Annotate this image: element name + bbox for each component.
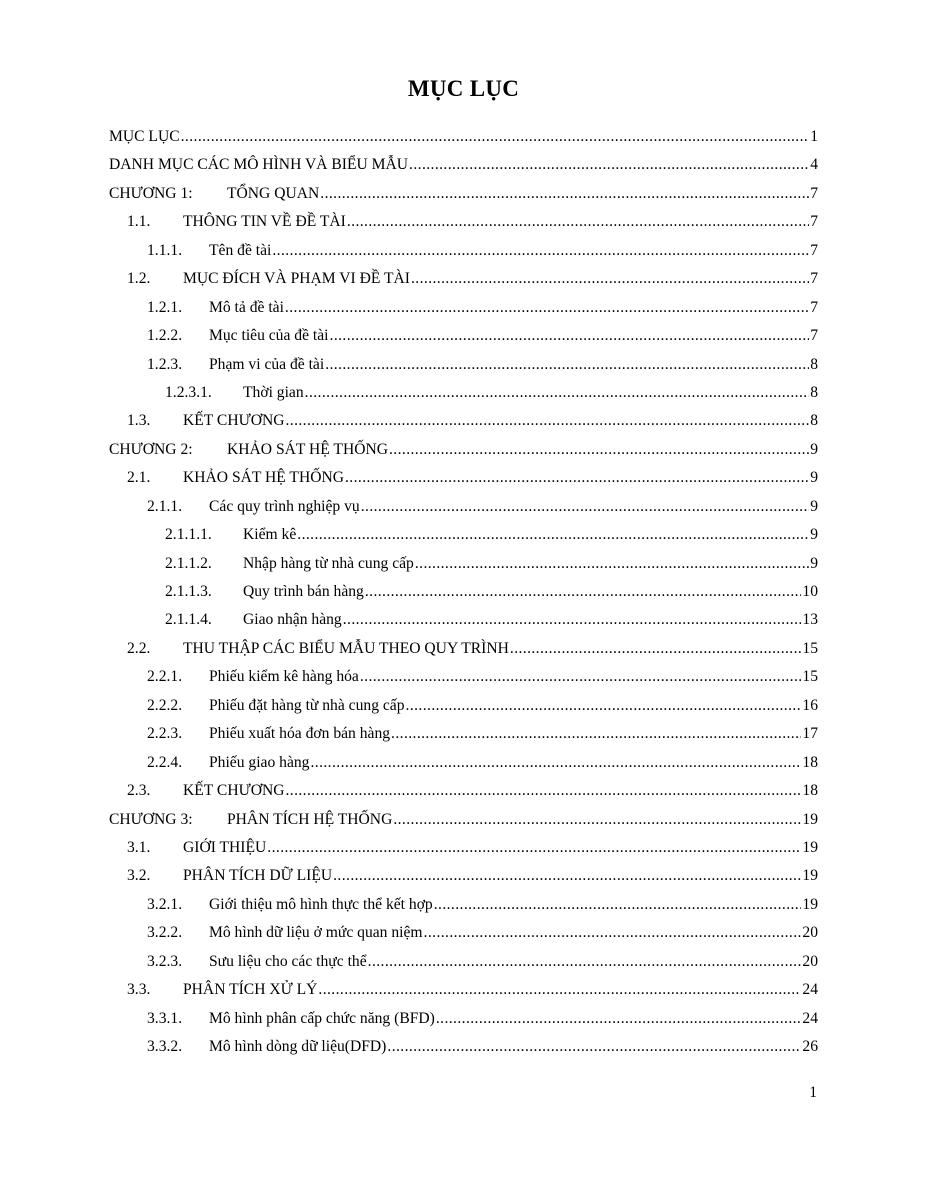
- toc-entry-page: 8: [810, 355, 818, 373]
- toc-entry[interactable]: [109, 384, 818, 412]
- toc-entry-number: 2.1.: [127, 469, 151, 487]
- toc-entry-number: 2.1.1.4.: [165, 611, 212, 629]
- toc-entry-number: 2.1.1.3.: [165, 583, 212, 600]
- toc-entry[interactable]: [109, 213, 818, 241]
- toc-entry-page: 17: [802, 725, 818, 743]
- toc-entry[interactable]: [109, 867, 818, 895]
- toc-entry-number: 3.3.1.: [147, 1009, 183, 1027]
- toc-entry-number: 2.2.2.: [147, 696, 183, 714]
- toc-entry[interactable]: [109, 469, 818, 497]
- toc-dot-leader: [347, 213, 809, 231]
- toc-dot-leader: [272, 242, 809, 260]
- toc-entry-title: MỤC LỤC: [109, 128, 180, 145]
- toc-entry[interactable]: [109, 412, 818, 440]
- toc-entry[interactable]: [109, 1010, 818, 1038]
- toc-dot-leader: [320, 185, 809, 203]
- toc-dot-leader: [389, 441, 809, 459]
- toc-dot-leader: [361, 498, 809, 516]
- toc-entry-title: Sưu liệu cho các thực thể: [209, 952, 367, 970]
- toc-entry[interactable]: [109, 441, 818, 469]
- toc-entry[interactable]: [109, 156, 818, 184]
- toc-entry-title: TỔNG QUAN: [227, 184, 320, 202]
- toc-entry-number: 2.2.3.: [147, 725, 183, 743]
- toc-entry[interactable]: [109, 299, 818, 327]
- toc-entry-title: THU THẬP CÁC BIỂU MẪU THEO QUY TRÌNH: [183, 639, 509, 657]
- toc-dot-leader: [411, 270, 809, 288]
- toc-entry-page: 1: [810, 128, 818, 145]
- toc-entry-number: 2.2.4.: [147, 753, 183, 771]
- toc-entry-page: 19: [802, 810, 818, 828]
- toc-entry-number: 1.2.3.: [147, 355, 183, 373]
- toc-dot-leader: [434, 896, 802, 914]
- toc-entry-title: Mục tiêu của đề tài: [209, 327, 329, 345]
- toc-entry-number: CHƯƠNG 2:: [109, 440, 193, 458]
- page-title: MỤC LỤC: [407, 76, 520, 101]
- toc-entry[interactable]: [109, 924, 818, 952]
- toc-entry[interactable]: [109, 981, 818, 1009]
- toc-entry[interactable]: [109, 839, 818, 867]
- toc-entry-page: 8: [810, 383, 818, 401]
- toc-entry-title: KẾT CHƯƠNG: [183, 782, 285, 800]
- toc-entry-title: KHẢO SÁT HỆ THỐNG: [227, 440, 388, 458]
- toc-entry-title: Phiếu kiểm kê hàng hóa: [209, 668, 359, 686]
- toc-dot-leader: [406, 697, 802, 715]
- toc-entry-title: KẾT CHƯƠNG: [183, 412, 285, 430]
- toc-entry-page: 20: [802, 952, 818, 970]
- toc-entry-title: Phiếu đặt hàng từ nhà cung cấp: [209, 696, 405, 714]
- toc-entry-title: PHÂN TÍCH XỬ LÝ: [183, 981, 318, 999]
- toc-entry-title: Mô hình phân cấp chức năng (BFD): [209, 1009, 435, 1027]
- toc-entry-title: MỤC ĐÍCH VÀ PHẠM VI ĐỀ TÀI: [183, 270, 410, 288]
- toc-dot-leader: [360, 668, 802, 686]
- toc-entry-title: Tên đề tài: [209, 241, 272, 259]
- toc-dot-leader: [318, 981, 801, 999]
- toc-entry-number: CHƯƠNG 1:: [109, 184, 193, 202]
- toc-entry-number: CHƯƠNG 3:: [109, 810, 193, 828]
- toc-entry-number: 3.2.: [127, 867, 151, 885]
- toc-entry[interactable]: [109, 583, 818, 611]
- toc-dot-leader: [368, 953, 802, 971]
- toc-entry-page: 19: [802, 867, 818, 885]
- toc-entry-page: 8: [810, 412, 818, 430]
- toc-entry-page: 10: [802, 583, 818, 600]
- toc-entry-title: PHÂN TÍCH HỆ THỐNG: [227, 810, 393, 828]
- toc-dot-leader: [415, 555, 809, 573]
- toc-entry-page: 7: [810, 184, 818, 202]
- toc-entry[interactable]: [109, 498, 818, 526]
- toc-dot-leader: [305, 384, 810, 402]
- toc-dot-leader: [436, 1010, 802, 1028]
- toc-entry[interactable]: [109, 811, 818, 839]
- toc-dot-leader: [510, 640, 802, 658]
- toc-dot-leader: [285, 299, 809, 317]
- toc-entry-title: Phạm vi của đề tài: [209, 355, 325, 373]
- toc-entry-title: Phiếu xuất hóa đơn bán hàng: [209, 725, 391, 743]
- toc-entry-page: 9: [810, 554, 818, 572]
- toc-entry-title: Mô hình dòng dữ liệu(DFD): [209, 1038, 387, 1055]
- toc-entry[interactable]: [109, 754, 818, 782]
- toc-entry-page: 15: [802, 668, 818, 686]
- toc-dot-leader: [409, 156, 809, 174]
- toc-entry-title: Giới thiệu mô hình thực thể kết hợp: [209, 895, 433, 913]
- toc-dot-leader: [333, 867, 801, 885]
- toc-entry-number: 3.2.1.: [147, 895, 183, 913]
- toc-dot-leader: [297, 526, 809, 544]
- table-of-contents: [109, 128, 818, 1066]
- toc-entry-title: Thời gian: [243, 383, 304, 401]
- toc-entry[interactable]: [109, 611, 818, 639]
- toc-entry-number: 1.2.3.1.: [165, 383, 212, 401]
- page-number: 1: [809, 1084, 817, 1101]
- toc-entry-title: DANH MỤC CÁC MÔ HÌNH VÀ BIỂU MẪU: [109, 156, 409, 174]
- toc-dot-leader: [285, 782, 801, 800]
- toc-entry[interactable]: [109, 270, 818, 298]
- toc-entry-title: Giao nhận hàng: [243, 611, 342, 629]
- toc-entry[interactable]: [109, 242, 818, 270]
- toc-entry-number: 3.2.3.: [147, 952, 183, 970]
- toc-entry-number: 1.2.1.: [147, 298, 183, 316]
- toc-entry-title: PHÂN TÍCH DỮ LIỆU: [183, 867, 333, 885]
- toc-entry[interactable]: [109, 128, 818, 156]
- toc-entry-title: Quy trình bán hàng: [243, 583, 364, 600]
- toc-entry[interactable]: [109, 953, 818, 981]
- toc-entry[interactable]: [109, 1038, 818, 1066]
- toc-dot-leader: [181, 128, 810, 146]
- toc-entry-page: 19: [802, 895, 818, 913]
- toc-dot-leader: [393, 811, 801, 829]
- toc-entry-title: Các quy trình nghiệp vụ: [209, 497, 360, 515]
- toc-entry-page: 7: [810, 213, 818, 231]
- toc-entry-title: GIỚI THIỆU: [183, 838, 267, 856]
- toc-entry[interactable]: [109, 697, 818, 725]
- toc-entry-page: 13: [802, 611, 818, 629]
- toc-entry-page: 9: [810, 440, 818, 458]
- toc-entry-number: 2.1.1.2.: [165, 554, 212, 572]
- toc-entry-title: Nhập hàng từ nhà cung cấp: [243, 554, 414, 572]
- toc-dot-leader: [310, 754, 801, 772]
- toc-entry-number: 2.1.1.: [147, 497, 183, 515]
- toc-entry-page: 18: [802, 782, 818, 800]
- toc-dot-leader: [424, 924, 802, 942]
- toc-entry-page: 16: [802, 696, 818, 714]
- toc-entry-title: Mô hình dữ liệu ở mức quan niệm: [209, 924, 423, 942]
- toc-dot-leader: [391, 725, 801, 743]
- toc-entry-page: 24: [802, 981, 818, 999]
- toc-entry-number: 3.1.: [127, 838, 151, 856]
- toc-entry[interactable]: [109, 782, 818, 810]
- toc-entry-page: 9: [810, 497, 818, 515]
- toc-entry-page: 20: [802, 924, 818, 942]
- toc-entry-number: 1.3.: [127, 412, 151, 430]
- toc-entry[interactable]: [109, 725, 818, 753]
- toc-entry-number: 3.3.2.: [147, 1038, 183, 1055]
- toc-dot-leader: [365, 583, 802, 601]
- toc-entry-page: 9: [810, 526, 818, 544]
- toc-dot-leader: [285, 412, 809, 430]
- toc-entry-number: 3.3.: [127, 981, 151, 999]
- toc-entry-number: 2.2.: [127, 639, 151, 657]
- toc-entry-number: 1.1.1.: [147, 241, 183, 259]
- toc-entry-title: Mô tả đề tài: [209, 298, 284, 316]
- toc-entry-page: 7: [810, 270, 818, 288]
- toc-entry-title: THÔNG TIN VỀ ĐỀ TÀI: [183, 213, 346, 231]
- toc-entry-page: 24: [802, 1009, 818, 1027]
- toc-entry-title: Kiểm kê: [243, 526, 297, 544]
- toc-entry-number: 1.1.: [127, 213, 151, 231]
- toc-entry[interactable]: [109, 327, 818, 355]
- toc-entry-title: Phiếu giao hàng: [209, 753, 310, 771]
- toc-dot-leader: [387, 1038, 801, 1056]
- toc-entry-number: 2.1.1.1.: [165, 526, 212, 544]
- toc-dot-leader: [343, 611, 802, 629]
- toc-dot-leader: [330, 327, 810, 345]
- toc-entry-page: 15: [802, 639, 818, 657]
- toc-entry-page: 26: [802, 1038, 818, 1055]
- toc-entry[interactable]: [109, 356, 818, 384]
- toc-entry-page: 19: [802, 838, 818, 856]
- toc-entry[interactable]: [109, 555, 818, 583]
- toc-entry-page: 7: [810, 327, 818, 345]
- toc-entry-number: 2.2.1.: [147, 668, 183, 686]
- toc-entry[interactable]: [109, 185, 818, 213]
- toc-entry-page: 7: [810, 298, 818, 316]
- toc-dot-leader: [325, 356, 809, 374]
- toc-entry[interactable]: [109, 526, 818, 554]
- toc-entry-number: 1.2.: [127, 270, 151, 288]
- toc-entry-title: KHẢO SÁT HỆ THỐNG: [183, 469, 344, 487]
- toc-dot-leader: [267, 839, 801, 857]
- toc-entry-number: 2.3.: [127, 782, 151, 800]
- toc-entry-page: 9: [810, 469, 818, 487]
- toc-entry[interactable]: [109, 896, 818, 924]
- toc-entry-number: 3.2.2.: [147, 924, 183, 942]
- toc-entry-page: 4: [810, 156, 818, 174]
- toc-entry-page: 18: [802, 753, 818, 771]
- toc-entry[interactable]: [109, 640, 818, 668]
- toc-entry-page: 7: [810, 241, 818, 259]
- toc-entry-number: 1.2.2.: [147, 327, 183, 345]
- toc-entry[interactable]: [109, 668, 818, 696]
- toc-dot-leader: [345, 469, 809, 487]
